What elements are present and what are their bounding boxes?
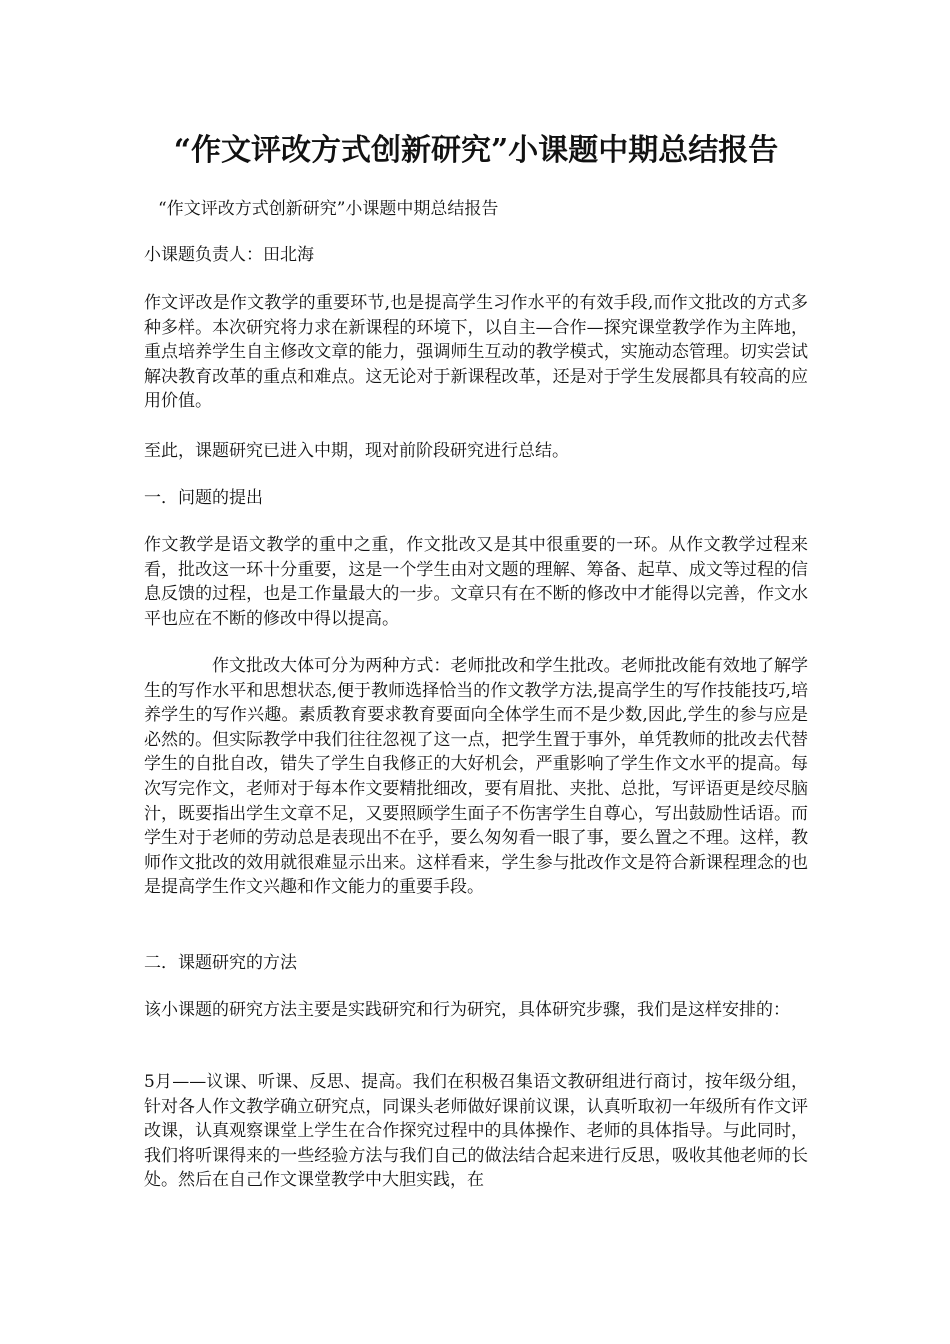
section-2-paragraph-2: 5月——议课、听课、反思、提高。我们在积极召集语文教研组进行商讨，按年级分组，针对各人作文教学确立研究点，同课头老师做好课前议课，认真听取初一年级所有作文评改课，认真观察课堂上学生在合作探究过程中的具体操作、老师的具体指导。与此同时，我们将听课得来的一些经验方法与我们自己的做法结合起来进行反思，吸收其他老师的长处。然后在自己作文课堂教学中大胆实践，在 (144, 1072, 808, 1191)
intro-paragraph: 作文评改是作文教学的重要环节,也是提高学生习作水平的有效手段,而作文批改的方式多种多样。本次研究将力求在新课程的环境下，以自主—合作—探究课堂教学作为主阵地，重点培养学生自主修改文章的能力，强调师生互动的教学模式，实施动态管理。切实尝试解决教育改革的重点和难点。这无论对于新课程改革，还是对于学生发展都具有较高的应用价值。 (144, 293, 808, 412)
section-1-paragraph-1: 作文教学是语文教学的重中之重，作文批改又是其中很重要的一环。从作文教学过程来看，批改这一环十分重要，这是一个学生由对文题的理解、筹备、起草、成文等过程的信息反馈的过程，也是工作量最大的一步。文章只有在不断的修改中才能得以完善，作文水平也应在不断的修改中得以提高。 (144, 535, 808, 629)
section-1-heading: 一．问题的提出 (144, 488, 263, 508)
document-title: “作文评改方式创新研究”小课题中期总结报告 (173, 133, 779, 168)
section-2-paragraph-1: 该小课题的研究方法主要是实践研究和行为研究，具体研究步骤，我们是这样安排的： (144, 1000, 790, 1020)
project-leader: 小课题负责人：田北海 (144, 245, 314, 265)
section-2-heading: 二．课题研究的方法 (144, 953, 297, 973)
document-subtitle: “作文评改方式创新研究”小课题中期总结报告 (158, 199, 499, 219)
section-1-paragraph-2: 作文批改大体可分为两种方式：老师批改和学生批改。老师批改能有效地了解学生的写作水平和思想状态,便于教师选择恰当的作文教学方法,提高学生的写作技能技巧,培养学生的写作兴趣。素质教育要求教育要面向全体学生而不是少数,因此,学生的参与应是必然的。但实际教学中我们往往忽视了这一点，把学生置于事外，单凭教师的批改去代替学生的自批自改，错失了学生自我修正的大好机会，严重影响了学生作文水平的提高。每次写完作文，老师对于每本作文要精批细改，要有眉批、夹批、总批，写评语更是绞尽脑汁，既要指出学生文章不足，又要照顾学生面子不伤害学生自尊心，写出鼓励性话语。而学生对于老师的劳动总是表现出不在乎，要么匆匆看一眼了事，要么置之不理。这样，教师作文批改的效用就很难显示出来。这样看来，学生参与批改作文是符合新课程理念的也是提高学生作文兴趣和作文能力的重要手段。 (144, 656, 808, 898)
status-paragraph: 至此，课题研究已进入中期，现对前阶段研究进行总结。 (144, 441, 569, 461)
